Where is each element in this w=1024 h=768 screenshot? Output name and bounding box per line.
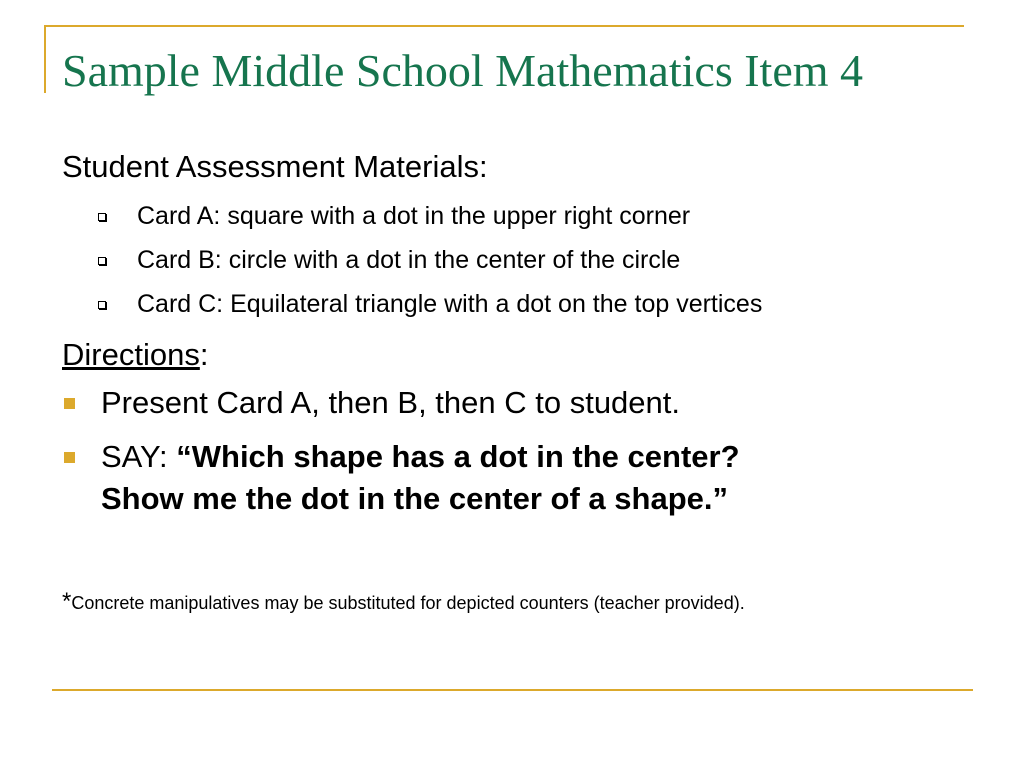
- say-quote-line-1: “Which shape has a dot in the center?: [176, 439, 740, 474]
- card-b-text: Card B: circle with a dot in the center of the circle: [137, 246, 681, 274]
- materials-heading: Student Assessment Materials:: [62, 149, 488, 184]
- list-item: [62, 282, 962, 326]
- directions-heading: [62, 328, 962, 382]
- square-bullet-icon: [98, 257, 106, 265]
- say-quote-line-2: Show me the dot in the center of a shape.”: [101, 481, 728, 516]
- square-bullet-icon: [64, 452, 75, 463]
- list-item: [62, 436, 962, 520]
- bottom-rule: [52, 689, 973, 691]
- list-item: [62, 194, 962, 238]
- card-a-text: Card A: square with a dot in the upper right corner: [137, 202, 691, 230]
- square-bullet-icon: [98, 301, 106, 309]
- materials-list: [62, 194, 962, 326]
- list-item: [62, 238, 962, 282]
- directions-list: [62, 382, 962, 520]
- slide-title: Sample Middle School Mathematics Item 4: [62, 45, 864, 96]
- footnote-marker: *: [62, 588, 72, 615]
- footnote-text: Concrete manipulatives may be substituted for depicted counters (teacher provided).: [71, 593, 745, 613]
- footnote: [62, 584, 745, 621]
- card-c-text: Card C: Equilateral triangle with a dot on the top vertices: [137, 290, 763, 318]
- square-bullet-icon: [64, 398, 75, 409]
- say-label: SAY:: [101, 439, 177, 474]
- directions-label: Directions: [62, 337, 200, 372]
- directions-colon: :: [199, 337, 209, 372]
- list-item: [62, 382, 962, 424]
- left-rule: [44, 25, 46, 93]
- top-rule: [44, 25, 964, 27]
- square-bullet-icon: [98, 213, 106, 221]
- present-instruction: Present Card A, then B, then C to student.: [101, 385, 681, 420]
- slide-content: [62, 140, 962, 532]
